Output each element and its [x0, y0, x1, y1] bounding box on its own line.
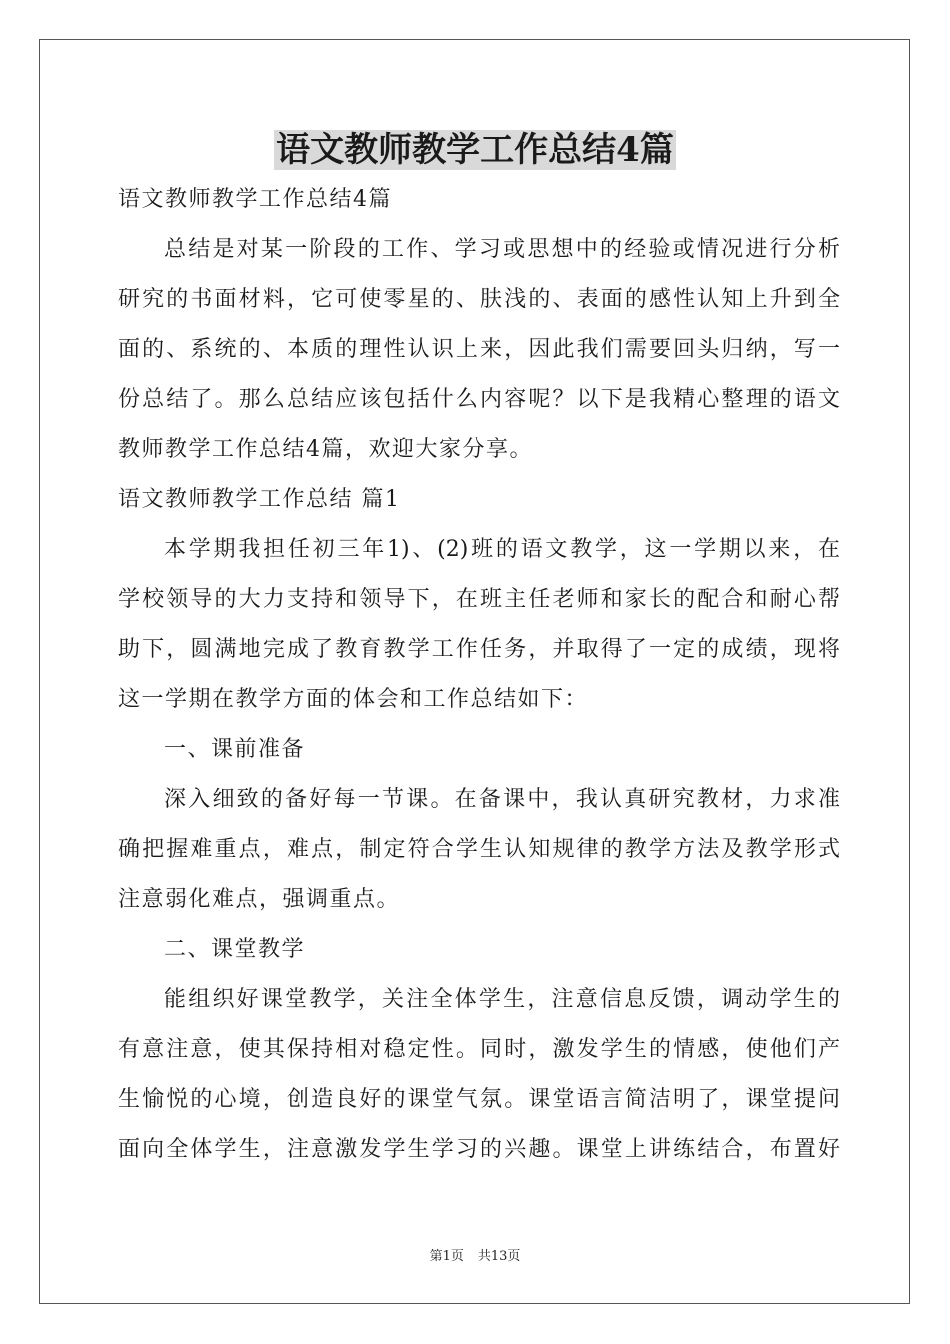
paragraph-line: 份总结了。那么总结应该包括什么内容呢？以下是我精心整理的语文 [118, 387, 840, 412]
paragraph-line: 能组织好课堂教学，关注全体学生，注意信息反馈，调动学生的 [164, 987, 840, 1012]
subsection-heading: 一、课前准备 [164, 737, 306, 762]
paragraph-line: 确把握难重点，难点，制定符合学生认知规律的教学方法及教学形式 [118, 837, 840, 862]
paragraph-line: 有意注意，使其保持相对稳定性。同时，激发学生的情感，使他们产 [118, 1037, 840, 1062]
paragraph-line: 注意弱化难点，强调重点。 [118, 887, 401, 912]
paragraph-line: 本学期我担任初三年1)、(2)班的语文教学，这一学期以来，在 [164, 537, 840, 562]
document-title: 语文教师教学工作总结4篇 [276, 130, 674, 170]
paragraph-line: 研究的书面材料，它可使零星的、肤浅的、表面的感性认知上升到全 [118, 287, 840, 312]
paragraph-line: 面的、系统的、本质的理性认识上来，因此我们需要回头归纳，写一 [118, 337, 840, 362]
paragraph-line: 深入细致的备好每一节课。在备课中，我认真研究教材，力求准 [164, 787, 840, 812]
subsection-heading: 二、课堂教学 [164, 937, 306, 962]
paragraph-line: 面向全体学生，注意激发学生学习的兴趣。课堂上讲练结合，布置好 [118, 1137, 840, 1162]
page-total: 共13页 [477, 1249, 521, 1264]
page-footer [0, 1247, 950, 1267]
paragraph-line: 助下，圆满地完成了教育教学工作任务，并取得了一定的成绩，现将 [118, 637, 840, 662]
paragraph-line: 总结是对某一阶段的工作、学习或思想中的经验或情况进行分析 [164, 237, 840, 262]
subtitle-line: 语文教师教学工作总结4篇 [118, 187, 392, 212]
paragraph-line: 学校领导的大力支持和领导下，在班主任老师和家长的配合和耐心帮 [118, 587, 840, 612]
document-body [118, 175, 840, 1175]
page-number: 第1页 [429, 1249, 464, 1264]
paragraph-line: 教师教学工作总结4篇，欢迎大家分享。 [118, 437, 533, 462]
paragraph-line: 生愉悦的心境，创造良好的课堂气氛。课堂语言简洁明了，课堂提问 [118, 1087, 840, 1112]
paragraph-line: 这一学期在教学方面的体会和工作总结如下： [118, 687, 589, 712]
section-heading: 语文教师教学工作总结 篇1 [118, 487, 401, 512]
